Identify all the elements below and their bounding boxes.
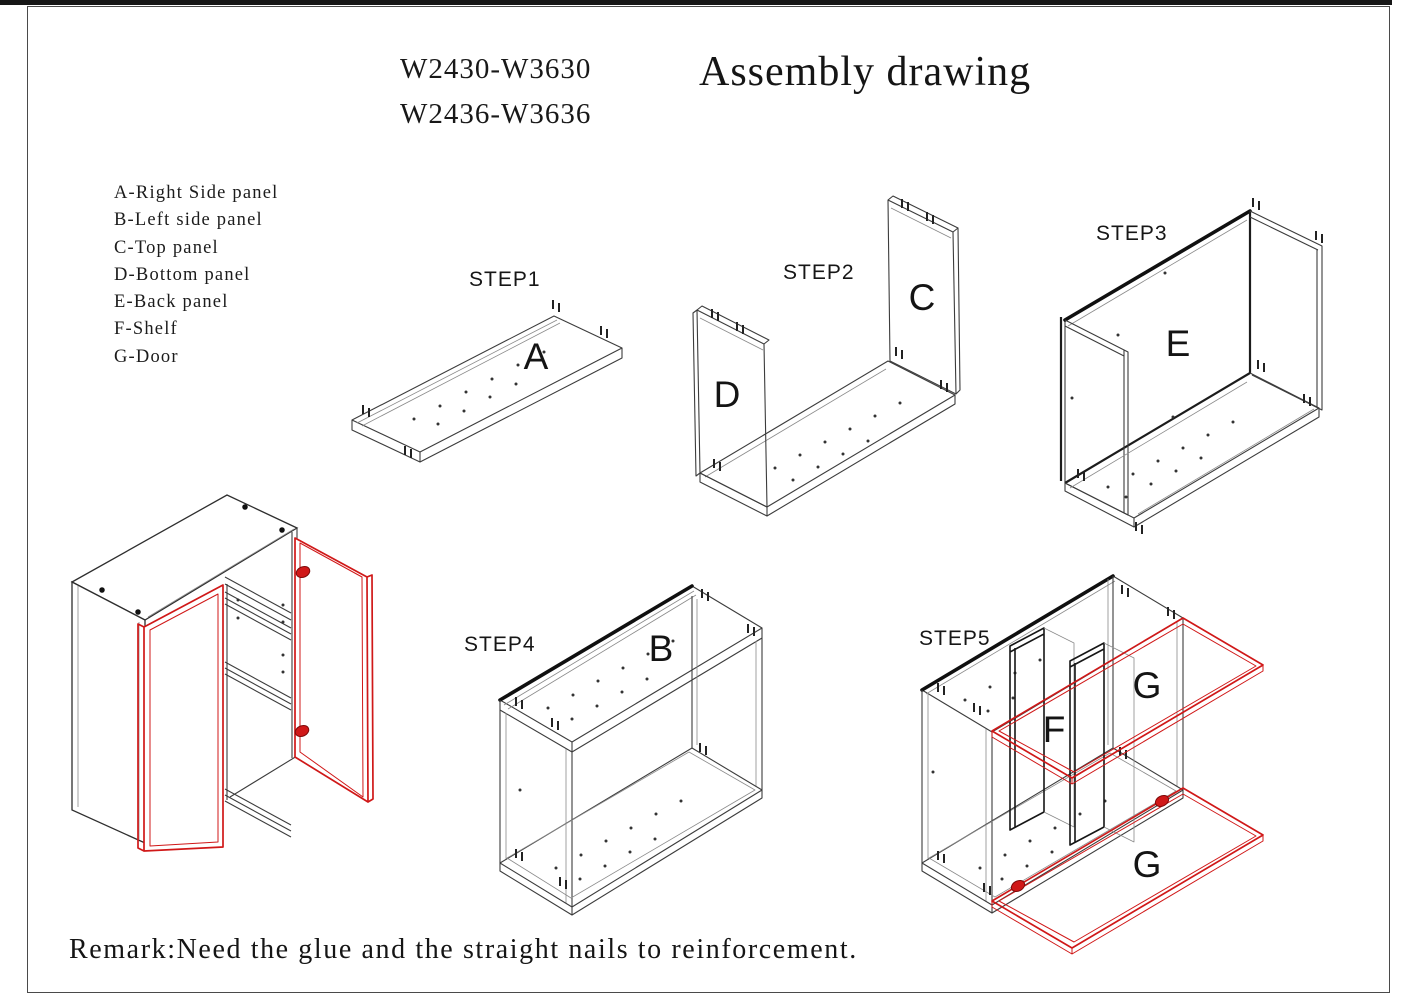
part-letter-a: A (523, 336, 549, 377)
part-letter-f: F (1042, 709, 1066, 750)
hinge-icon (1009, 878, 1026, 893)
step4-label: STEP4 (464, 633, 536, 656)
page-title: Assembly drawing (699, 49, 1032, 95)
door-panel-upper (992, 618, 1263, 784)
parts-legend-item: A-Right Side panel (114, 183, 279, 203)
part-letter-c: C (908, 277, 936, 318)
shelf-panels (1010, 628, 1134, 845)
door-panel-lower (992, 788, 1263, 954)
step3-back-panel-drawing (1061, 198, 1322, 534)
part-letter-g-upper: G (1132, 665, 1162, 706)
parts-legend-item: C-Top panel (114, 237, 219, 258)
parts-legend-item: B-Left side panel (114, 210, 263, 231)
model-number-line-1: W2430-W3630 (400, 53, 592, 85)
model-number-line-2: W2436-W3636 (400, 98, 592, 130)
open-door (295, 538, 373, 802)
final-cabinet-drawing (72, 495, 373, 851)
parts-legend-item: G-Door (114, 346, 179, 367)
step2-frame-drawing (693, 196, 960, 516)
closed-door (138, 585, 223, 851)
parts-legend-item: E-Back panel (114, 292, 229, 313)
step3-label: STEP3 (1096, 222, 1168, 245)
part-letter-g-lower: G (1132, 844, 1162, 885)
step5-label: STEP5 (919, 627, 991, 650)
parts-legend-item: D-Bottom panel (114, 264, 251, 285)
step1-label: STEP1 (469, 268, 541, 291)
step1-panel-a-drawing (352, 300, 622, 462)
part-letter-e: E (1165, 323, 1191, 364)
part-letter-d: D (713, 374, 741, 415)
parts-legend (114, 180, 278, 371)
remark-text: Remark:Need the glue and the straight nails to reinforcement. (69, 934, 858, 965)
parts-legend-item: F-Shelf (114, 319, 178, 340)
step2-label: STEP2 (783, 261, 855, 284)
part-letter-b: B (648, 628, 674, 669)
step4-side-panel-drawing (500, 586, 762, 915)
